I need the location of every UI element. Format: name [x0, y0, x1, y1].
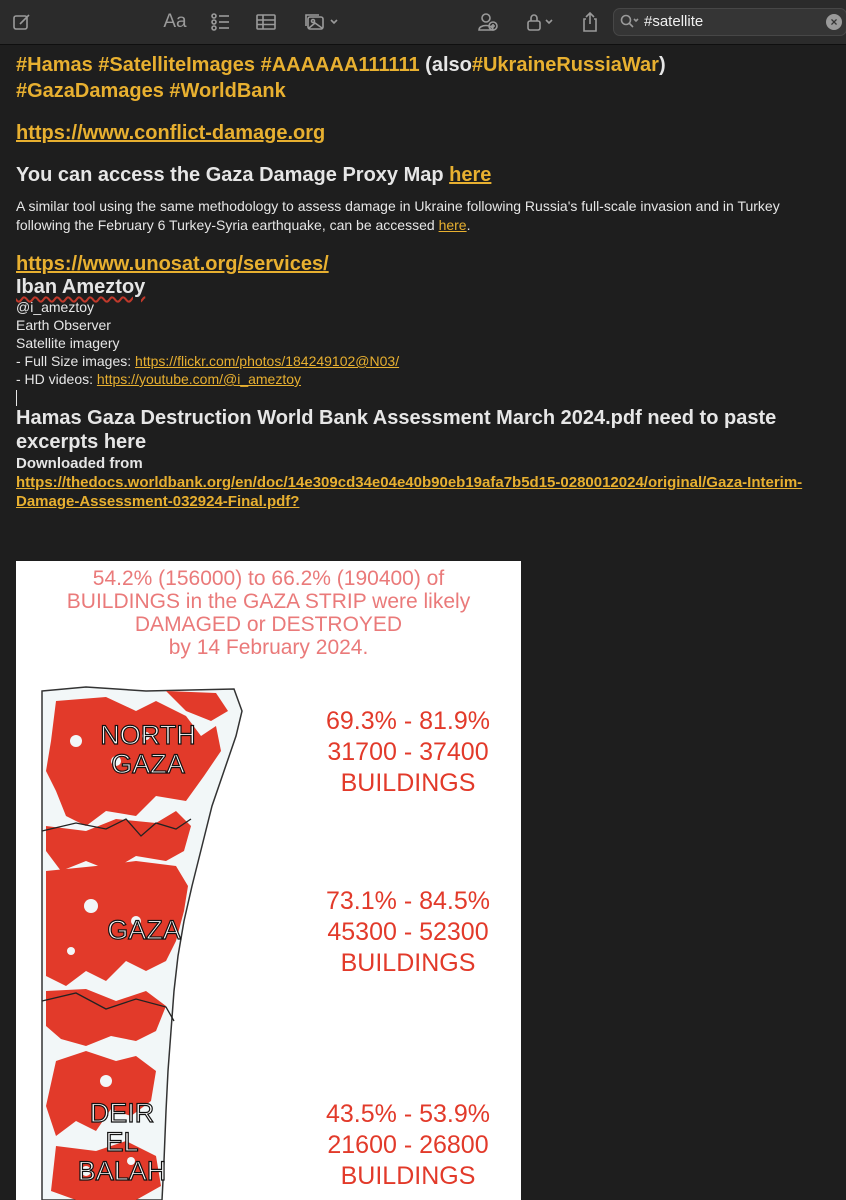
lock-icon: [525, 12, 543, 32]
search-input[interactable]: #satellite: [644, 13, 704, 30]
format-button[interactable]: [160, 8, 190, 36]
damage-map-link[interactable]: here: [449, 164, 492, 186]
hashtag-ukraine: #UkraineRussiaWar: [471, 54, 659, 76]
stat-gaza: [308, 886, 508, 979]
note-body[interactable]: [16, 52, 836, 511]
table-icon[interactable]: [252, 8, 280, 36]
chevron-down-icon: [328, 16, 340, 28]
chevron-down-icon: [543, 16, 555, 28]
text-cursor: [16, 390, 17, 406]
stat-unit: BUILDINGS: [340, 769, 476, 797]
hd-line: [16, 370, 836, 388]
youtube-link[interactable]: https://youtube.com/@i_ameztoy: [96, 371, 302, 387]
stat-percent: 69.3% - 81.9%: [326, 707, 490, 735]
author-name: Iban Ameztoy: [16, 276, 146, 298]
worldbank-pdf-link[interactable]: https://thedocs.worldbank.org/en/doc/14e309cd34e04e40b90eb19afa7b5d15-0280012024/original/Gaza-Interim-Damage-Assessment-032924-Final.pdf?: [16, 474, 803, 510]
lock-button[interactable]: [522, 8, 558, 36]
title-line: 54.2% (156000) to 66.2% (190400) of: [92, 567, 445, 590]
stat-north-gaza: [308, 706, 508, 799]
downloaded-label: Downloaded from: [16, 455, 143, 472]
region-label-gaza: [74, 916, 214, 945]
hashtags-line-2: #GazaDamages #WorldBank: [16, 80, 286, 102]
stat-unit: BUILDINGS: [340, 1162, 476, 1190]
conflict-damage-link[interactable]: https://www.conflict-damage.org: [16, 122, 326, 144]
stat-count: 31700 - 37400: [327, 738, 489, 766]
unosat-link[interactable]: https://www.unosat.org/services/: [16, 253, 329, 275]
toolbar: [0, 0, 846, 45]
region-name: NORTH: [100, 720, 196, 750]
hashtags-line-1: [16, 52, 836, 78]
stat-deir-el-balah: [308, 1099, 508, 1192]
title-line: DAMAGED or DESTROYED: [134, 613, 403, 636]
region-label-north-gaza: [78, 721, 218, 779]
author-subject: Satellite imagery: [16, 335, 120, 351]
media-button[interactable]: [300, 8, 344, 36]
similar-tool-link[interactable]: here: [438, 217, 467, 233]
stat-unit: BUILDINGS: [340, 949, 476, 977]
stat-percent: 73.1% - 84.5%: [326, 887, 490, 915]
clear-icon[interactable]: ×: [826, 14, 842, 30]
share-icon[interactable]: [576, 8, 604, 36]
region-name: BALAH: [77, 1156, 167, 1186]
search-field[interactable]: [613, 8, 846, 36]
hashtags-text: #Hamas #SatelliteImages #AAAAAA111111: [16, 54, 420, 76]
region-name: EL: [105, 1127, 139, 1157]
stat-count: 45300 - 52300: [327, 918, 489, 946]
similar-text: A similar tool using the same methodology to assess damage in Ukraine following Russia's full-scale invasion and in Turkey following the February 6 Turkey-Syria earthquake, can be accessed: [16, 198, 780, 233]
also-text: (also: [425, 54, 472, 76]
search-icon: [620, 14, 640, 35]
fullsize-label: - Full Size images:: [16, 353, 132, 369]
gaza-damage-infographic[interactable]: [16, 561, 521, 1200]
media-icon: [304, 12, 328, 32]
format-icon: Aa: [163, 11, 187, 32]
stat-count: 21600 - 26800: [327, 1131, 489, 1159]
region-label-deir-el-balah: [62, 1099, 182, 1186]
also-close: ): [658, 54, 666, 76]
access-text: You can access the Gaza Damage Proxy Map: [16, 164, 444, 186]
collaborate-icon[interactable]: [474, 8, 502, 36]
report-title: Hamas Gaza Destruction World Bank Assessment March 2024.pdf need to paste excerpts here: [16, 407, 777, 453]
checklist-icon[interactable]: [206, 8, 234, 36]
compose-icon[interactable]: [8, 8, 36, 36]
fullsize-line: [16, 352, 836, 370]
flickr-link[interactable]: https://flickr.com/photos/184249102@N03/: [135, 353, 400, 369]
author-role: Earth Observer: [16, 317, 111, 333]
title-line: by 14 February 2024.: [168, 636, 369, 659]
similar-tool-paragraph: [16, 197, 836, 235]
similar-end: .: [466, 217, 471, 233]
region-name: GAZA: [111, 749, 185, 779]
title-line: BUILDINGS in the GAZA STRIP were likely: [66, 590, 471, 613]
access-heading: [16, 162, 836, 188]
author-handle: @i_ameztoy: [16, 299, 95, 315]
stat-percent: 43.5% - 53.9%: [326, 1100, 490, 1128]
hd-label: - HD videos:: [16, 371, 94, 387]
region-name: GAZA: [107, 915, 181, 945]
region-name: DEIR: [89, 1098, 155, 1128]
